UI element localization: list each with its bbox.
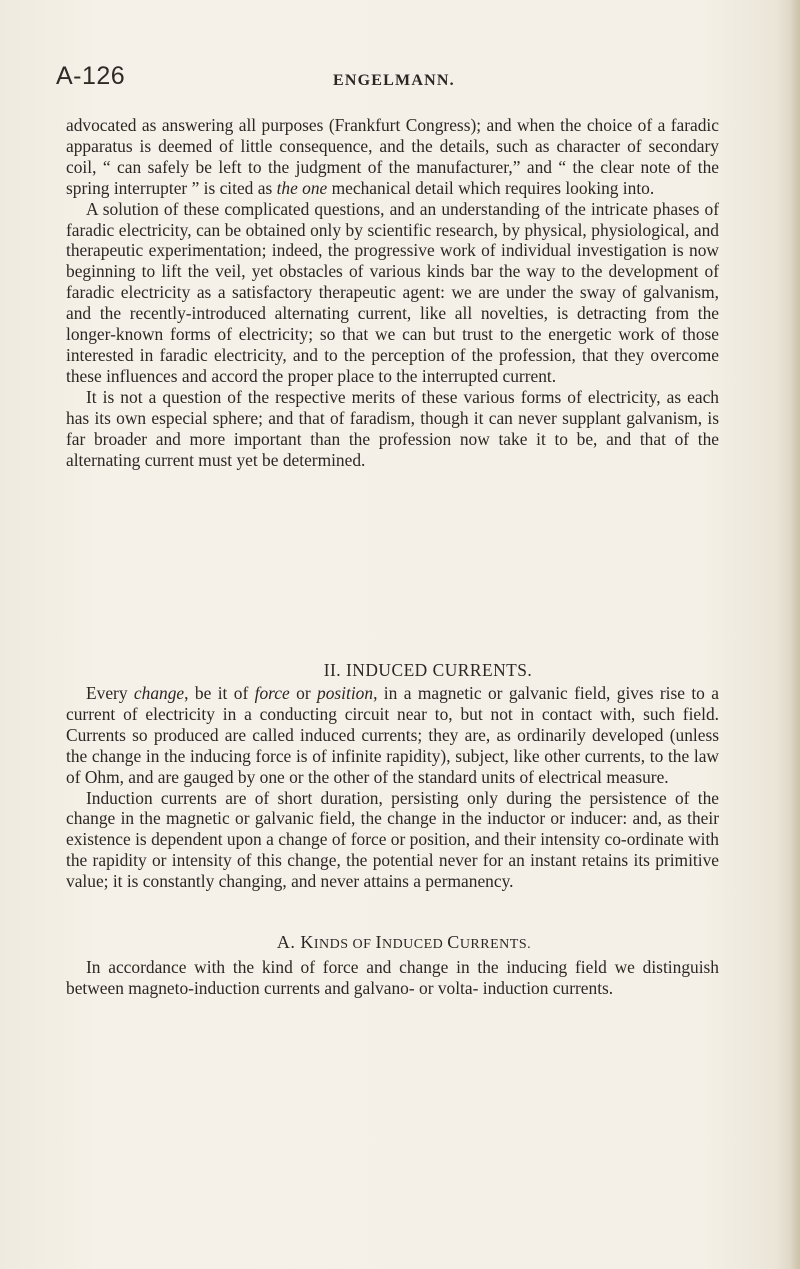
- page-identifier: A-126: [56, 62, 126, 90]
- emphasis: change: [133, 683, 185, 703]
- paragraph: Induction currents are of short duration, persisting only during the persistence of the change in the magnetic or galvanic field, the change in the inductor or inducer: and, as their existence is dependent upon a change of force or position, and their intensity co-ordinate with the rapidity or intensity of this change, the potential never for an instant retains its primitive value; it is constantly changing, and never attains a permanency.: [66, 787, 719, 892]
- paragraph: It is not a question of the respective merits of these various forms of electricity, as each has its own especial sphere; and that of faradism, though it can never supplant galvanism, is far broader and more important than the profession now take it to be, and that of the alternating current must yet be determined.: [66, 386, 719, 470]
- paragraph: A solution of these complicated questions, and an understanding of the intricate phases of faradic electricity, can be obtained only by scientific research, by physical, physiological, and therapeutic experimentation; indeed, the progressive work of individual investigation is now beginning to lift the veil, yet obstacles of various kinds bar the way to the development of faradic electricity as a satisfactory therapeutic agent: we are under the sway of galvanism, and the recently-introduced alternating current, like all novelties, is detracting from the longer-known forms of electricity; so that we can but trust to the energetic work of those interested in faradic electricity, and to the perception of the profession, that they overcome these influences and accord the proper place to the interrupted current.: [66, 198, 719, 386]
- subsection-heading: A. KINDS OF INDUCED CURRENTS.: [276, 932, 532, 952]
- running-head: ENGELMANN.: [333, 72, 455, 89]
- emphasis: force: [254, 683, 290, 703]
- paragraph: In accordance with the kind of force and change in the inducing field we distinguish between magneto-induction currents and galvano- or volta- induction currents.: [66, 957, 719, 998]
- text-block-kinds: [66, 957, 719, 999]
- paragraph: Every change, be it of force or position, in a magnetic or galvanic field, gives rise to a current of electricity in a conducting circuit near to, but not in contact with, such field. Currents so produced are called induced currents; they are, as ordinarily developed (unless the change in the inducing force is of infinite rapidity), subject, like other currents, to the law of Ohm, and are gauged by one or the other of the standard units of electrical measure.: [66, 683, 719, 787]
- emphasis: position: [317, 683, 374, 703]
- section-heading: II. INDUCED CURRENTS.: [323, 660, 533, 680]
- page-edge-shadow: [790, 0, 800, 1269]
- paragraph: advocated as answering all purposes (Frankfurt Congress); and when the choice of a faradic apparatus is deemed of little consequence, and the details, such as character of secondary coil, “ can safely be left to the judgment of the manufacturer,” and “ the clear note of the spring interrupter ” is cited as the one mechanical detail which requires looking into.: [66, 115, 719, 198]
- text-block-intro: [66, 115, 719, 470]
- text-block-induced-currents: [66, 683, 719, 892]
- emphasis: the one: [276, 177, 328, 198]
